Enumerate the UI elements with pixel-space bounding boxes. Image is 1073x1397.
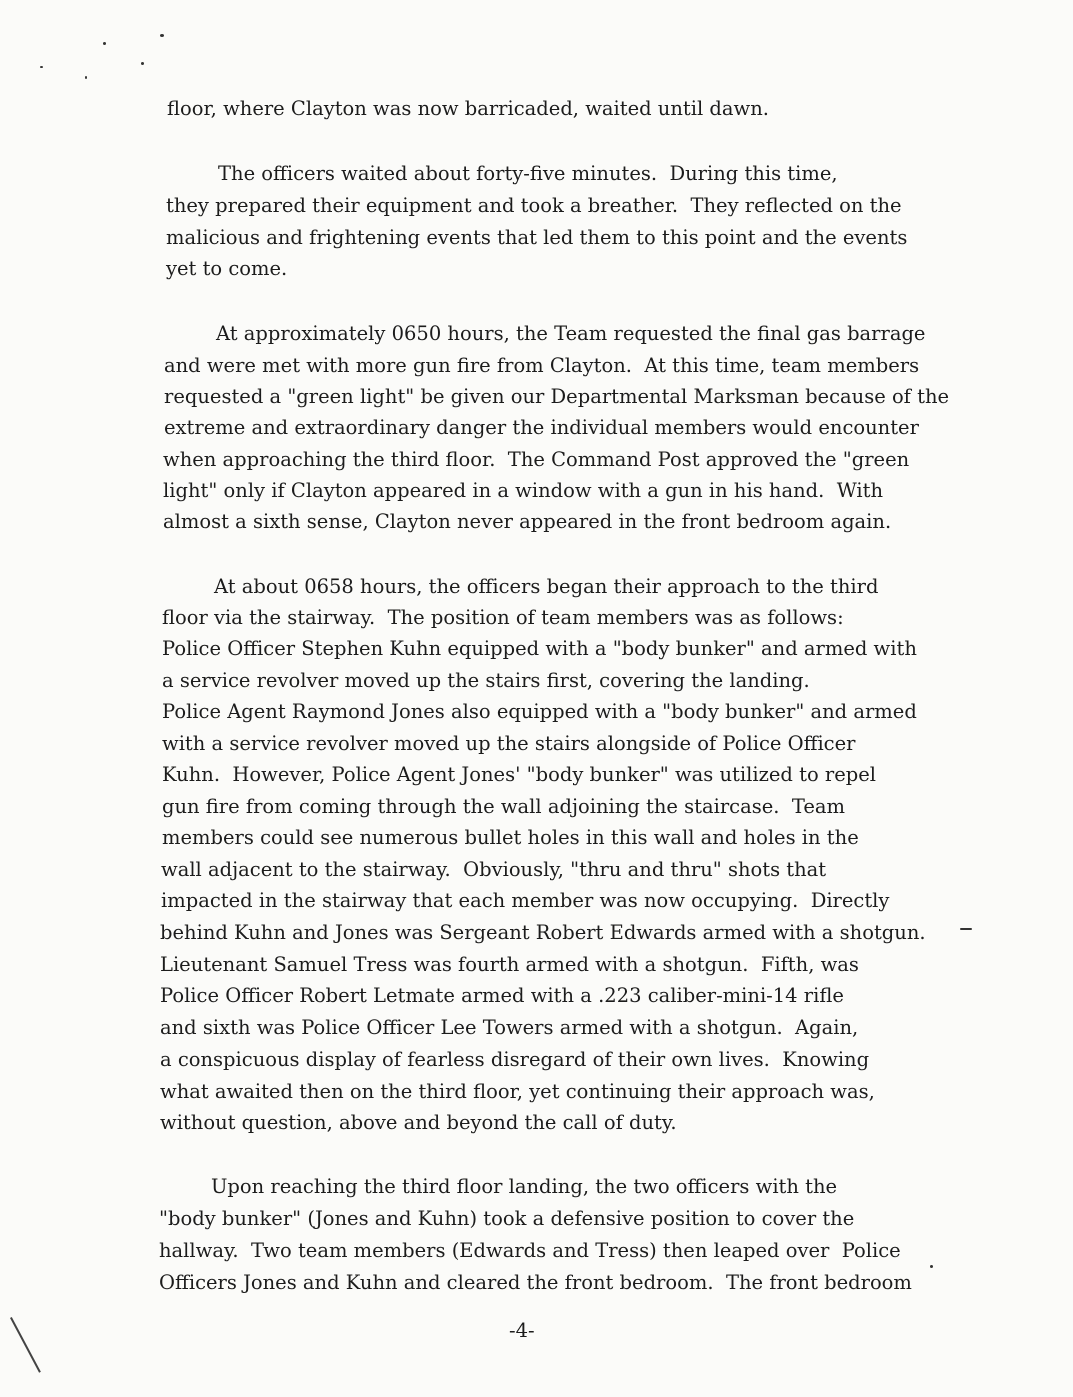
text-line: gun fire from coming through the wall adjoining the staircase. Team xyxy=(162,795,846,818)
text-line: a service revolver moved up the stairs first, covering the landing. xyxy=(162,669,810,692)
text-line: Upon reaching the third floor landing, the two officers with the xyxy=(211,1175,838,1198)
scan-speck xyxy=(141,62,144,65)
scan-speck xyxy=(960,928,972,930)
scan-speck xyxy=(40,66,43,68)
text-line: when approaching the third floor. The Command Post approved the "green xyxy=(163,448,910,471)
text-line: extreme and extraordinary danger the individual members would encounter xyxy=(164,416,919,439)
text-line: without question, above and beyond the call of duty. xyxy=(160,1111,677,1134)
text-line: requested a "green light" be given our Departmental Marksman because of the xyxy=(164,385,950,408)
text-line: malicious and frightening events that led them to this point and the events xyxy=(166,226,908,249)
text-line: Kuhn. However, Police Agent Jones' "body bunker" was utilized to repel xyxy=(162,763,876,786)
page-number: -4- xyxy=(509,1319,535,1342)
text-line: "body bunker" (Jones and Kuhn) took a defensive position to cover the xyxy=(159,1207,855,1230)
text-line: and were met with more gun fire from Clayton. At this time, team members xyxy=(164,354,920,377)
text-line: what awaited then on the third floor, yet continuing their approach was, xyxy=(160,1080,875,1103)
scan-speck xyxy=(103,42,106,45)
scan-speck xyxy=(85,76,87,79)
text-line: light" only if Clayton appeared in a window with a gun in his hand. With xyxy=(163,479,884,502)
text-line: Police Agent Raymond Jones also equipped with a "body bunker" and armed xyxy=(162,700,917,723)
text-line: Police Officer Stephen Kuhn equipped with a "body bunker" and armed with xyxy=(162,637,917,660)
text-line: with a service revolver moved up the stairs alongside of Police Officer xyxy=(162,732,856,755)
text-line: At about 0658 hours, the officers began their approach to the third xyxy=(214,575,879,598)
text-line: The officers waited about forty-five minutes. During this time, xyxy=(218,162,838,185)
text-line: members could see numerous bullet holes in this wall and holes in the xyxy=(162,826,859,849)
text-line: wall adjacent to the stairway. Obviously, "thru and thru" shots that xyxy=(161,858,827,881)
text-line: behind Kuhn and Jones was Sergeant Robert Edwards armed with a shotgun. xyxy=(160,921,926,944)
text-line: impacted in the stairway that each member was now occupying. Directly xyxy=(161,889,890,912)
text-line: almost a sixth sense, Clayton never appeared in the front bedroom again. xyxy=(163,510,892,533)
text-line: Police Officer Robert Letmate armed with a .223 caliber-mini-14 rifle xyxy=(160,984,844,1007)
text-line: hallway. Two team members (Edwards and Tress) then leaped over Police xyxy=(159,1239,901,1262)
text-line: Officers Jones and Kuhn and cleared the front bedroom. The front bedroom xyxy=(159,1271,912,1294)
text-line: they prepared their equipment and took a breather. They reflected on the xyxy=(166,194,902,217)
text-line: yet to come. xyxy=(166,257,288,280)
text-line: and sixth was Police Officer Lee Towers armed with a shotgun. Again, xyxy=(160,1016,859,1039)
text-line: At approximately 0650 hours, the Team requested the final gas barrage xyxy=(216,322,926,345)
text-line: floor, where Clayton was now barricaded, waited until dawn. xyxy=(167,97,769,120)
text-line: floor via the stairway. The position of team members was as follows: xyxy=(162,606,844,629)
scan-speck xyxy=(160,34,164,37)
scan-speck xyxy=(930,1265,933,1268)
text-line: Lieutenant Samuel Tress was fourth armed with a shotgun. Fifth, was xyxy=(160,953,859,976)
scan-mark xyxy=(10,1317,41,1373)
text-line: a conspicuous display of fearless disregard of their own lives. Knowing xyxy=(160,1048,870,1071)
